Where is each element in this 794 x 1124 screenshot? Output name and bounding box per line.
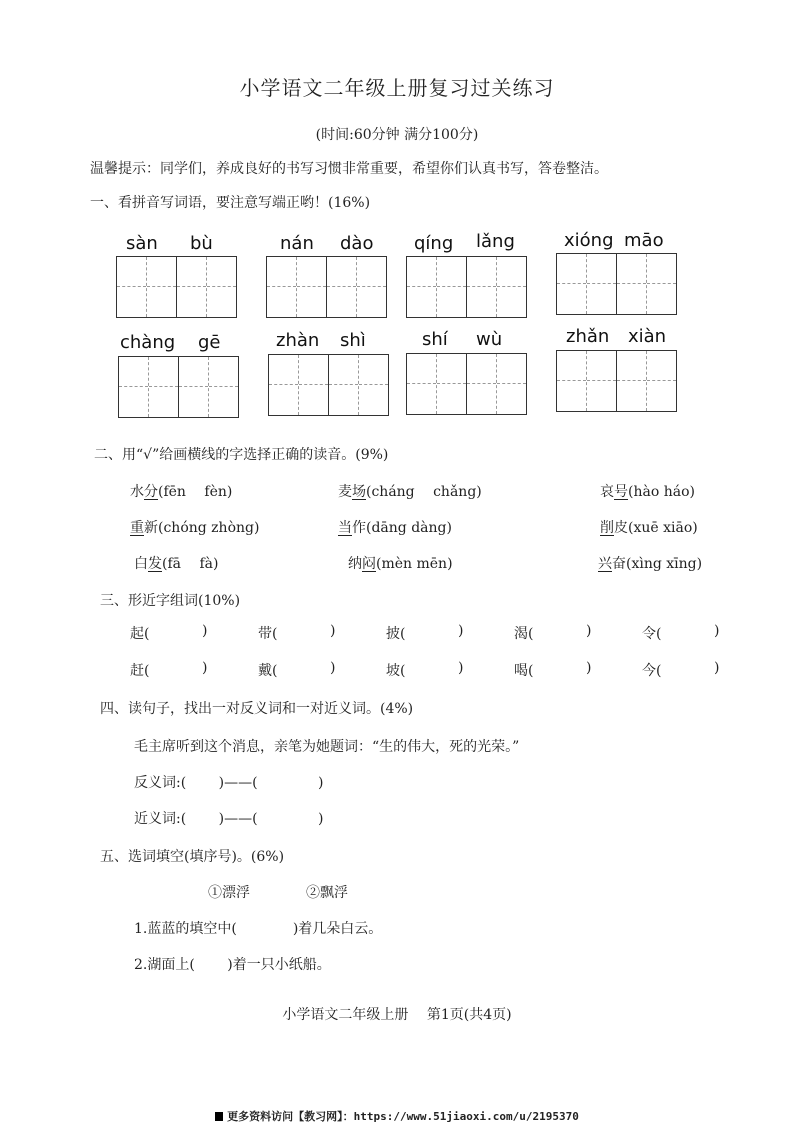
paren: ( <box>144 663 150 679</box>
page-footer: 小学语文二年级上册 第1页(共4页) <box>282 1007 512 1023</box>
paren: ) <box>458 660 464 676</box>
exam-info: (时间:60分钟 满分100分) <box>315 127 479 143</box>
pronunciation-item[interactable] <box>130 481 232 501</box>
pinyin: shí <box>422 329 448 350</box>
char-item[interactable] <box>258 660 277 680</box>
pinyin-options: (xìng xīng) <box>626 556 703 572</box>
char: 作 <box>352 520 366 536</box>
char-item[interactable] <box>130 623 149 643</box>
underlined-char: 场 <box>352 484 366 500</box>
writing-grid[interactable] <box>406 256 527 318</box>
paren: ( <box>656 663 662 679</box>
paren: ( <box>272 663 278 679</box>
writing-grid[interactable] <box>266 256 387 318</box>
fill-question-1[interactable]: 1.蓝蓝的填空中( )着几朵白云。 <box>134 921 383 937</box>
synonym-blank[interactable]: 近义词:( )——( ) <box>134 811 324 827</box>
section-2-heading: 二、用“√”给画横线的字选择正确的读音。(9%) <box>94 447 389 463</box>
paren: ) <box>586 660 592 676</box>
char: 赶 <box>130 663 144 679</box>
writing-grid[interactable] <box>268 354 389 416</box>
char: 带 <box>258 626 272 642</box>
pinyin: nán <box>280 233 314 254</box>
pinyin-options: (chóng zhòng) <box>158 520 260 536</box>
char-item[interactable] <box>642 623 661 643</box>
flag-icon <box>215 1112 223 1121</box>
paren: ) <box>458 623 464 639</box>
pronunciation-item[interactable] <box>134 553 218 573</box>
paren: ( <box>144 626 150 642</box>
char: 坡 <box>386 663 400 679</box>
page-title: 小学语文二年级上册复习过关练习 <box>239 76 555 100</box>
pinyin-options: (cháng chǎng) <box>366 484 482 500</box>
pinyin-options: (fā fà) <box>162 556 219 572</box>
underlined-char: 削 <box>600 520 614 536</box>
underlined-char: 闷 <box>362 556 376 572</box>
pronunciation-item[interactable] <box>348 553 453 573</box>
char: 披 <box>386 626 400 642</box>
pronunciation-item[interactable] <box>338 517 452 537</box>
fill-question-2[interactable]: 2.湖面上( )着一只小纸船。 <box>134 957 331 973</box>
pinyin: xióng <box>564 230 614 251</box>
writing-grid[interactable] <box>556 253 677 315</box>
underlined-char: 兴 <box>598 556 612 572</box>
antonym-blank[interactable]: 反义词:( )——( ) <box>134 775 324 791</box>
char: 哀 <box>600 484 614 500</box>
char-item[interactable] <box>386 623 405 643</box>
paren: ) <box>202 623 208 639</box>
char-item[interactable] <box>642 660 661 680</box>
underlined-char: 号 <box>614 484 628 500</box>
char: 喝 <box>514 663 528 679</box>
paren: ) <box>330 660 336 676</box>
paren: ( <box>272 626 278 642</box>
pinyin: chàng <box>120 332 176 353</box>
sentence: 毛主席听到这个消息，亲笔为她题词：“生的伟大，死的光荣。” <box>134 739 520 755</box>
writing-grid[interactable] <box>556 350 677 412</box>
writing-grid[interactable] <box>118 356 239 418</box>
pinyin: wù <box>476 329 503 350</box>
char: 皮 <box>614 520 628 536</box>
pinyin: zhǎn <box>566 326 610 347</box>
pinyin: māo <box>624 230 664 251</box>
pronunciation-item[interactable] <box>130 517 259 537</box>
char-item[interactable] <box>130 660 149 680</box>
pinyin: xiàn <box>628 326 667 347</box>
pinyin-options: (mèn mēn) <box>376 556 453 572</box>
pinyin: gē <box>198 332 221 353</box>
section-3-heading: 三、形近字组词(10%) <box>100 593 241 609</box>
underlined-char: 发 <box>148 556 162 572</box>
char: 奋 <box>612 556 626 572</box>
pinyin: bù <box>190 233 213 254</box>
option-1: ①漂浮 <box>208 885 250 901</box>
pinyin-options: (hào háo) <box>628 484 695 500</box>
char: 水 <box>130 484 144 500</box>
paren: ( <box>400 626 406 642</box>
char: 渴 <box>514 626 528 642</box>
resource-link[interactable] <box>0 1108 794 1124</box>
pinyin: dào <box>340 233 374 254</box>
underlined-char: 重 <box>130 520 144 536</box>
pinyin-options: (fēn fèn) <box>158 484 233 500</box>
writing-grid[interactable] <box>116 256 237 318</box>
pinyin: zhàn <box>276 330 320 351</box>
paren: ) <box>586 623 592 639</box>
paren: ) <box>330 623 336 639</box>
section-5-heading: 五、选词填空(填序号)。(6%) <box>100 849 285 865</box>
resource-link-text: 更多资料访问【教习网】：https://www.51jiaoxi.com/u/2195370 <box>227 1110 579 1123</box>
paren: ( <box>400 663 406 679</box>
writing-grid[interactable] <box>406 353 527 415</box>
paren: ) <box>714 623 720 639</box>
section-4-heading: 四、读句子，找出一对反义词和一对近义词。(4%) <box>100 701 414 717</box>
warm-tip: 温馨提示：同学们，养成良好的书写习惯非常重要，希望你们认真书写，答卷整洁。 <box>90 161 608 177</box>
char-item[interactable] <box>386 660 405 680</box>
char-item[interactable] <box>514 660 533 680</box>
char: 麦 <box>338 484 352 500</box>
pinyin: lǎng <box>476 231 515 252</box>
paren: ) <box>714 660 720 676</box>
pronunciation-item[interactable] <box>600 481 695 501</box>
pinyin: sàn <box>126 233 158 254</box>
option-2: ②飘浮 <box>306 885 348 901</box>
char: 起 <box>130 626 144 642</box>
pinyin-options: (xuē xiāo) <box>628 520 698 536</box>
char-item[interactable] <box>514 623 533 643</box>
pinyin: shì <box>340 330 366 351</box>
pinyin: qíng <box>414 233 454 254</box>
underlined-char: 当 <box>338 520 352 536</box>
paren: ) <box>202 660 208 676</box>
char: 白 <box>134 556 148 572</box>
section-1-heading: 一、看拼音写词语，要注意写端正哟！(16%) <box>90 195 371 211</box>
pinyin-options: (dāng dàng) <box>366 520 452 536</box>
char: 纳 <box>348 556 362 572</box>
char: 新 <box>144 520 158 536</box>
char: 今 <box>642 663 656 679</box>
pronunciation-item[interactable] <box>598 553 702 573</box>
char: 令 <box>642 626 656 642</box>
paren: ( <box>656 626 662 642</box>
pronunciation-item[interactable] <box>338 481 482 501</box>
char-item[interactable] <box>258 623 277 643</box>
char: 戴 <box>258 663 272 679</box>
underlined-char: 分 <box>144 484 158 500</box>
paren: ( <box>528 626 534 642</box>
paren: ( <box>528 663 534 679</box>
pronunciation-item[interactable] <box>600 517 698 537</box>
